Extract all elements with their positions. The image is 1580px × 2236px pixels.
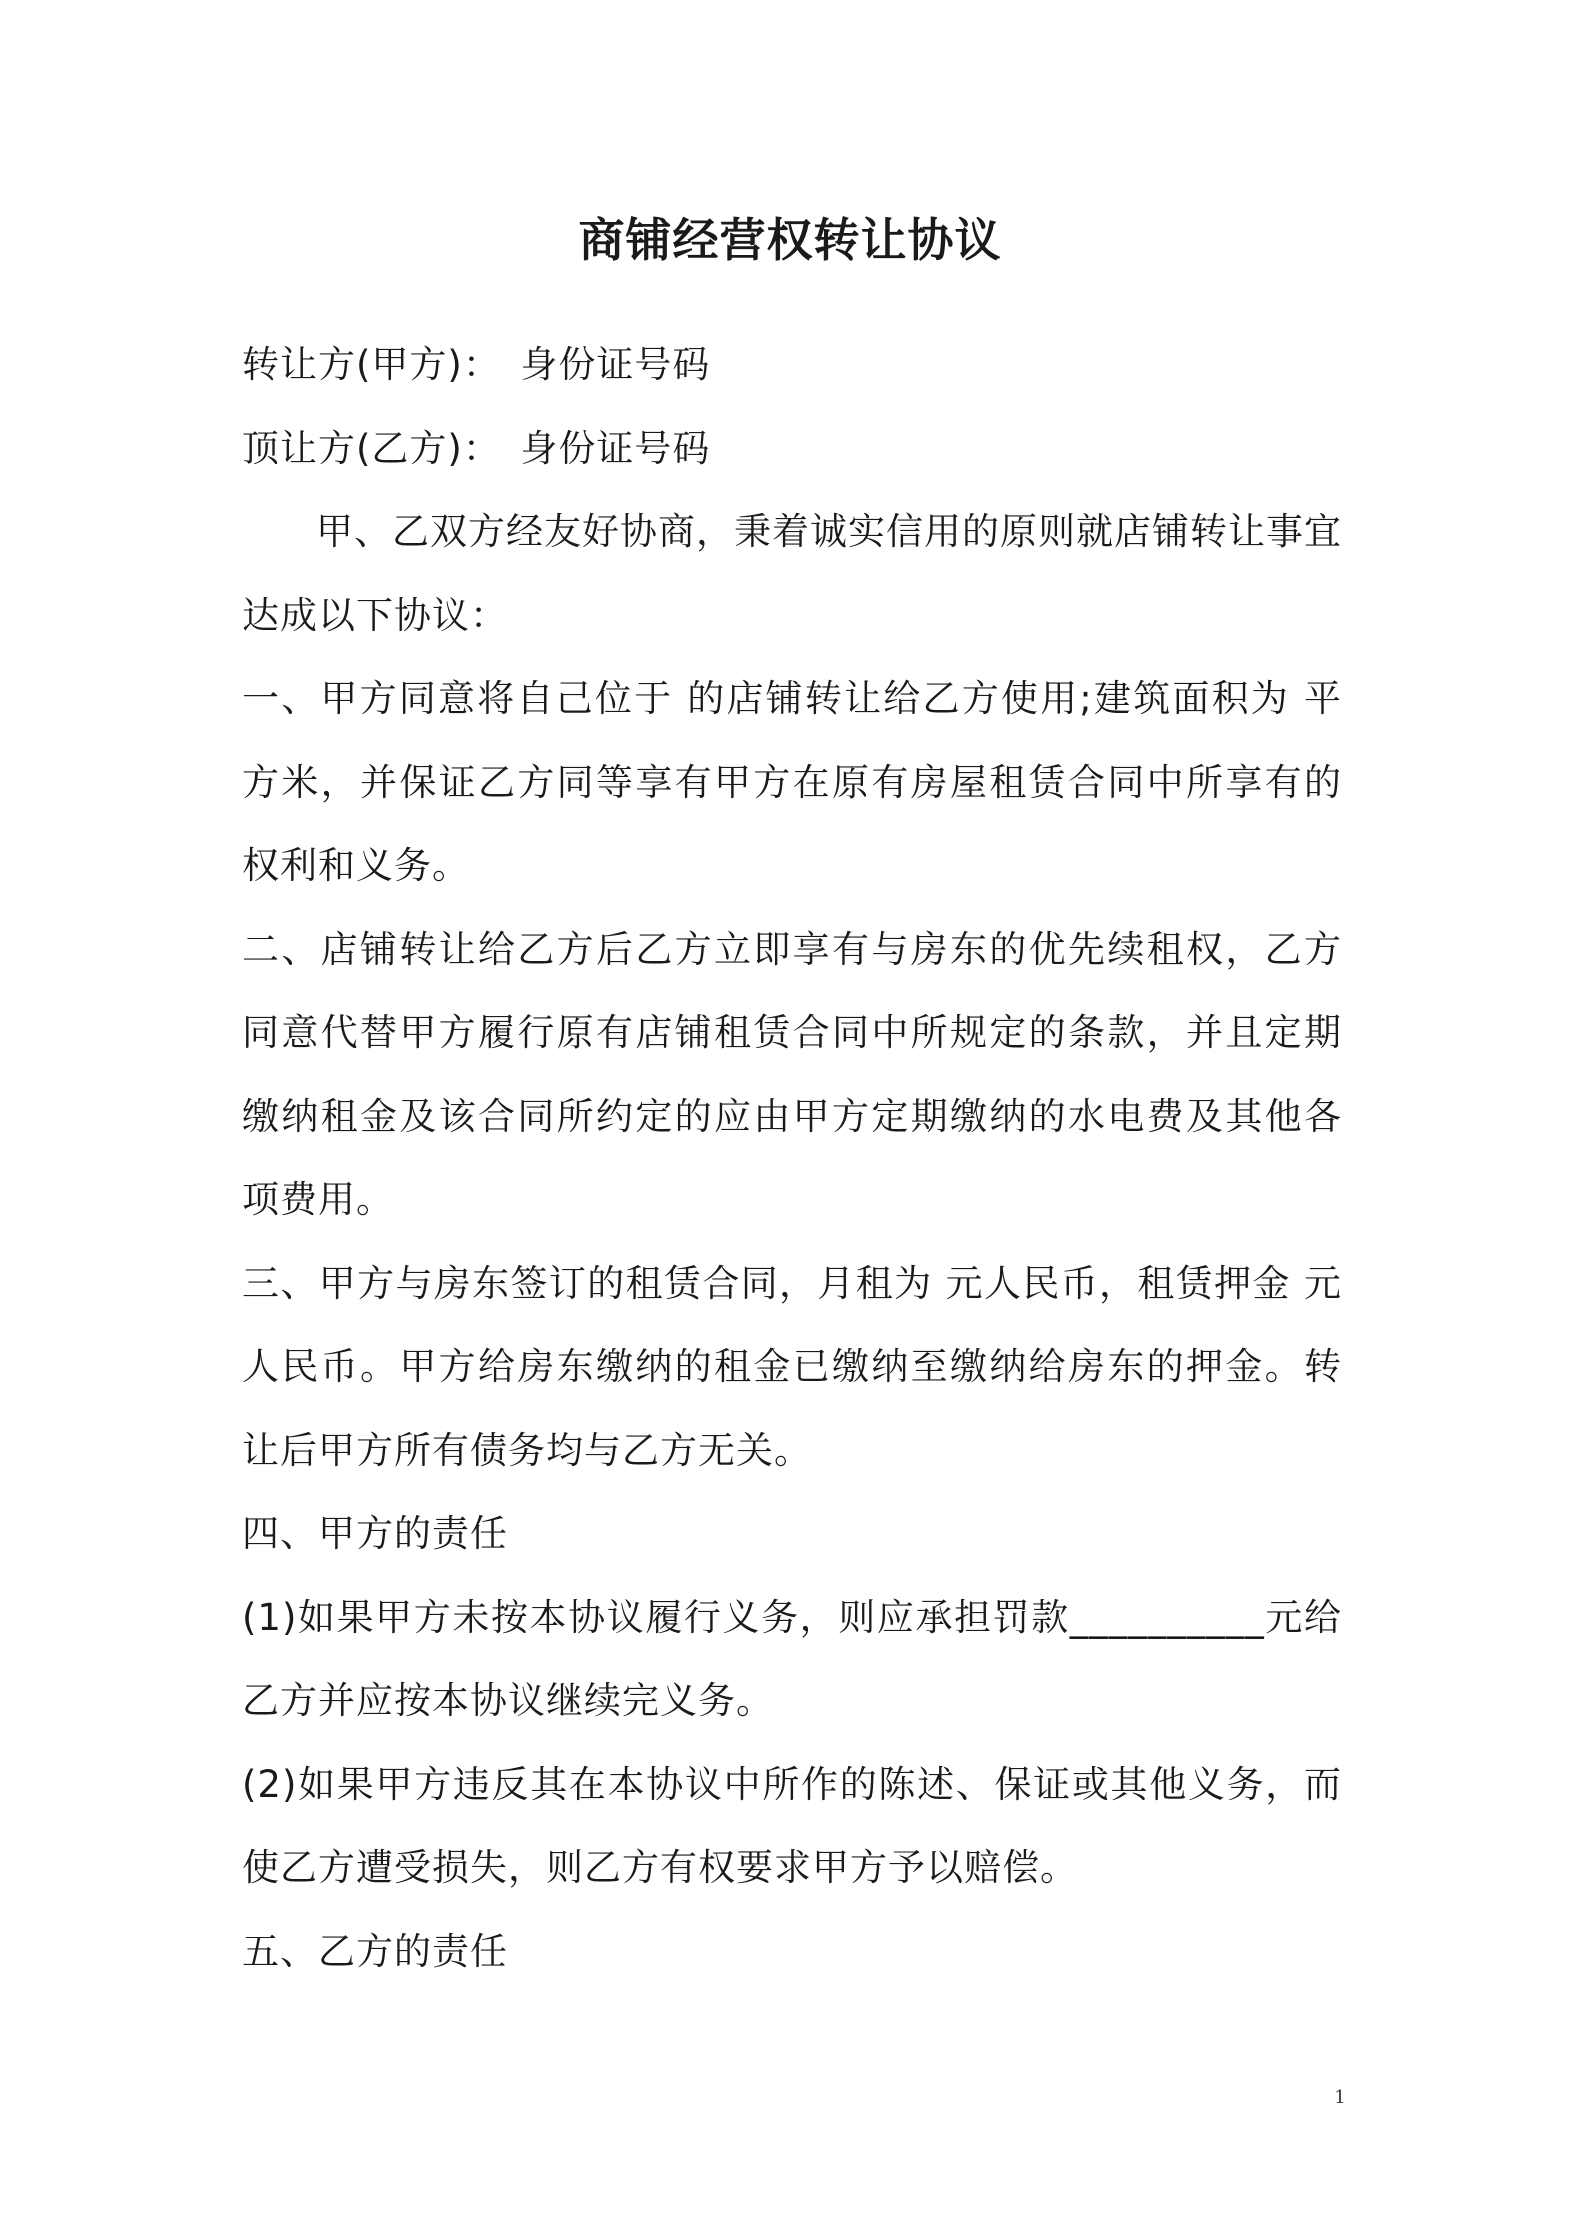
clause-4-heading: 四、甲方的责任 [242,1512,508,1555]
clause-4-item-2: (2)如果甲方违反其在本协议中所作的陈述、保证或其他义务，而 使乙方遭受损失，则乙方有权要求甲方予以赔偿。 [242,1762,1342,1889]
page-number: 1 [1334,2087,1346,2108]
clause-3-paragraph: 三、甲方与房东签订的租赁合同，月租为 元人民币，租赁押金 元人民币。甲方给房东缴纳的租金已缴纳至缴纳给房东的押金。转让后甲方所有债务均与乙方无关。 [242,1261,1342,1472]
preamble-paragraph: 甲、乙双方经友好协商，秉着诚实信用的原则就店铺转让事宜达成以下协议： [242,510,1342,637]
document-body [242,323,1342,1993]
clause-5-heading: 五、乙方的责任 [242,1929,508,1973]
transferor-line: 转让方(甲方)： 身份证号码 [242,343,711,386]
transferee-line: 顶让方(乙方)： 身份证号码 [242,426,711,470]
clause-1-paragraph: 一、甲方同意将自己位于 的店铺转让给乙方使用;建筑面积为 平方米，并保证乙方同等享有甲方在原有房屋租赁合同中所享有的权利和义务。 [242,677,1342,887]
clause-2-paragraph: 二、店铺转让给乙方后乙方立即享有与房东的优先续租权，乙方同意代替甲方履行原有店铺租赁合同中所规定的条款，并且定期缴纳租金及该合同所约定的应由甲方定期缴纳的水电费及其他各项费用。 [242,927,1342,1221]
clause-4-item-1: (1)如果甲方未按本协议履行义务，则应承担罚款__________元给乙方并应按本协议继续完义务。 [242,1595,1342,1722]
document-title: 商铺经营权转让协议 [578,213,1002,267]
